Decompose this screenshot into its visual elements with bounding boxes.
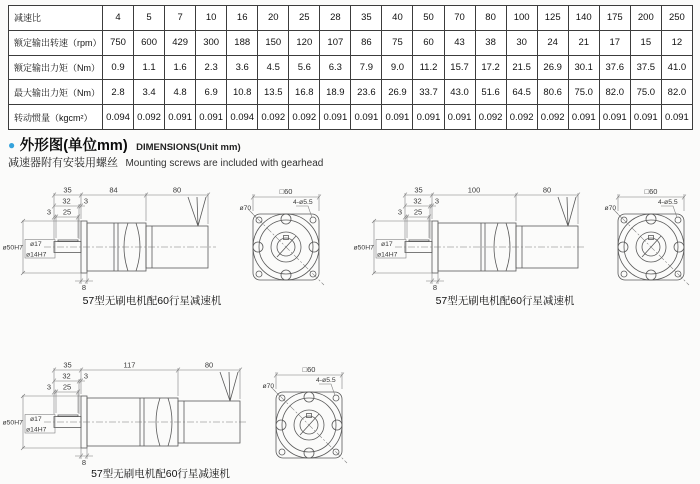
pilot-diameter-label: ø50H7 — [353, 244, 374, 252]
section-title-en: DIMENSIONS(Unit mm) — [136, 142, 241, 153]
value-cell: 24 — [537, 30, 568, 55]
section-heading — [8, 134, 241, 155]
dim-label: 8 — [432, 283, 438, 292]
ratio-cell: 25 — [289, 6, 320, 31]
value-cell: 16.8 — [289, 80, 320, 105]
value-cell: 75.0 — [630, 80, 661, 105]
value-cell: 0.091 — [165, 105, 196, 130]
value-cell: 0.091 — [568, 105, 599, 130]
value-cell: 0.092 — [289, 105, 320, 130]
square-dim-label: □60 — [644, 187, 658, 196]
bolt-circle-label: ø70 — [239, 205, 252, 212]
value-cell: 0.092 — [506, 105, 537, 130]
value-cell: 30.1 — [568, 55, 599, 80]
dim-label: 3 — [83, 196, 89, 206]
value-cell: 2.8 — [103, 80, 134, 105]
dim-label: 3 — [83, 371, 89, 381]
ratio-cell: 16 — [227, 6, 258, 31]
side-view-drawing-3 — [2, 360, 262, 470]
dim-label: 3 — [397, 207, 403, 217]
value-cell: 120 — [289, 30, 320, 55]
spec-table — [8, 5, 693, 130]
ratio-cell: 4 — [103, 6, 134, 31]
ratio-cell: 125 — [537, 6, 568, 31]
value-cell: 0.091 — [351, 105, 382, 130]
ratio-cell: 5 — [134, 6, 165, 31]
value-cell: 26.9 — [382, 80, 413, 105]
value-cell: 0.091 — [630, 105, 661, 130]
value-cell: 80.6 — [537, 80, 568, 105]
value-cell: 150 — [258, 30, 289, 55]
value-cell: 0.091 — [661, 105, 692, 130]
drawing-caption: 57型无刷电机配60行星减速机 — [435, 295, 575, 307]
dim-label: 80 — [172, 185, 182, 195]
ratio-cell: 70 — [444, 6, 475, 31]
value-cell: 37.5 — [630, 55, 661, 80]
dim-label: 117 — [123, 360, 136, 370]
value-cell: 11.2 — [413, 55, 444, 80]
value-cell: 0.094 — [103, 105, 134, 130]
dim-label: 3 — [46, 382, 52, 392]
dim-label: 35 — [414, 185, 423, 195]
value-cell: 17.2 — [475, 55, 506, 80]
value-cell: 9.0 — [382, 55, 413, 80]
value-cell: 6.9 — [196, 80, 227, 105]
ratio-cell: 250 — [661, 6, 692, 31]
value-cell: 750 — [103, 30, 134, 55]
shaft-diameter-label: ø14H7 — [377, 251, 398, 259]
value-cell: 21 — [568, 30, 599, 55]
value-cell: 3.6 — [227, 55, 258, 80]
value-cell: 51.6 — [475, 80, 506, 105]
ratio-cell: 40 — [382, 6, 413, 31]
value-cell: 15.7 — [444, 55, 475, 80]
value-cell: 0.091 — [382, 105, 413, 130]
square-dim-label: □60 — [302, 365, 316, 374]
value-cell: 1.6 — [165, 55, 196, 80]
value-cell: 75.0 — [568, 80, 599, 105]
value-cell: 75 — [382, 30, 413, 55]
ratio-cell: 28 — [320, 6, 351, 31]
value-cell: 0.091 — [413, 105, 444, 130]
value-cell: 18.9 — [320, 80, 351, 105]
value-cell: 107 — [320, 30, 351, 55]
motor-wires — [558, 197, 576, 226]
value-cell: 43 — [444, 30, 475, 55]
row-label: 额定输出转速（rpm） — [9, 30, 103, 55]
dim-label: 32 — [62, 371, 71, 381]
value-cell: 4.5 — [258, 55, 289, 80]
bolt-circle-label: ø70 — [262, 383, 275, 390]
dim-label: 32 — [62, 196, 71, 206]
value-cell: 0.092 — [134, 105, 165, 130]
shaft-diameter-label: ø17 — [30, 241, 42, 248]
value-cell: 0.091 — [599, 105, 630, 130]
value-cell: 23.6 — [351, 80, 382, 105]
value-cell: 0.091 — [196, 105, 227, 130]
value-cell: 12 — [661, 30, 692, 55]
dim-label: 25 — [62, 382, 72, 392]
side-view-drawing-1 — [2, 185, 237, 295]
table-row — [9, 80, 693, 105]
value-cell: 86 — [351, 30, 382, 55]
side-view-linework — [21, 368, 248, 460]
value-cell: 17 — [599, 30, 630, 55]
ratio-cell: 50 — [413, 6, 444, 31]
motor-wires — [188, 197, 206, 226]
dim-label: 8 — [81, 458, 87, 467]
motor-wires — [220, 372, 238, 401]
value-cell: 15 — [630, 30, 661, 55]
dim-label: 35 — [63, 360, 72, 370]
ratio-cell: 7 — [165, 6, 196, 31]
value-cell: 64.5 — [506, 80, 537, 105]
value-cell: 37.6 — [599, 55, 630, 80]
value-cell: 38 — [475, 30, 506, 55]
value-cell: 30 — [506, 30, 537, 55]
pilot-diameter-label: ø50H7 — [2, 419, 23, 427]
hole-callout-label: 4-ø5.5 — [293, 199, 313, 206]
value-cell: 13.5 — [258, 80, 289, 105]
dim-label: 35 — [63, 185, 72, 195]
ratio-cell: 140 — [568, 6, 599, 31]
value-cell: 60 — [413, 30, 444, 55]
value-cell: 33.7 — [413, 80, 444, 105]
dim-label: 80 — [542, 185, 552, 195]
row-label: 最大输出力矩（Nm） — [9, 80, 103, 105]
value-cell: 1.1 — [134, 55, 165, 80]
hole-callout-label: 4-ø5.5 — [658, 199, 678, 206]
value-cell: 0.9 — [103, 55, 134, 80]
end-view-linework — [613, 194, 689, 285]
section-title-cn: 外形图(单位mm) — [19, 138, 128, 154]
ratio-cell: 100 — [506, 6, 537, 31]
value-cell: 7.9 — [351, 55, 382, 80]
value-cell: 4.8 — [165, 80, 196, 105]
end-view-linework — [271, 372, 347, 463]
dim-label: 25 — [413, 207, 423, 217]
section-subtitle-en: Mounting screws are included with gearhead — [125, 158, 324, 169]
value-cell: 600 — [134, 30, 165, 55]
value-cell: 10.8 — [227, 80, 258, 105]
table-row — [9, 6, 693, 31]
dim-label: 8 — [81, 283, 87, 292]
ratio-cell: 35 — [351, 6, 382, 31]
ratio-cell: 200 — [630, 6, 661, 31]
value-cell: 21.5 — [506, 55, 537, 80]
value-cell: 0.092 — [258, 105, 289, 130]
ratio-cell: 80 — [475, 6, 506, 31]
drawing-caption: 57型无刷电机配60行星减速机 — [91, 468, 230, 480]
pilot-diameter-label: ø50H7 — [2, 244, 23, 252]
table-row — [9, 105, 693, 130]
value-cell: 41.0 — [661, 55, 692, 80]
dim-label: 80 — [204, 360, 214, 370]
ratio-cell: 175 — [599, 6, 630, 31]
ratio-cell: 10 — [196, 6, 227, 31]
shaft-diameter-label: ø14H7 — [26, 251, 47, 259]
hole-callout-label: 4-ø5.5 — [316, 377, 336, 384]
end-view-drawing-3 — [262, 361, 357, 476]
dim-label: 3 — [46, 207, 52, 217]
value-cell: 43.0 — [444, 80, 475, 105]
bolt-circle-label: ø70 — [604, 205, 617, 212]
table-row — [9, 55, 693, 80]
section-subtitle-cn: 减速器附有安装用螺丝 — [8, 157, 118, 169]
side-view-drawing-2 — [353, 185, 603, 295]
bullet-icon: ● — [8, 138, 16, 152]
dim-label: 25 — [62, 207, 72, 217]
value-cell: 26.9 — [537, 55, 568, 80]
value-cell: 3.4 — [134, 80, 165, 105]
value-cell: 82.0 — [661, 80, 692, 105]
value-cell: 429 — [165, 30, 196, 55]
shaft-diameter-label: ø17 — [381, 241, 393, 248]
value-cell: 5.6 — [289, 55, 320, 80]
value-cell: 0.092 — [475, 105, 506, 130]
dim-label: 3 — [434, 196, 440, 206]
row-label: 减速比 — [9, 6, 103, 31]
section-subtitle — [8, 153, 323, 171]
end-view-drawing-2 — [604, 183, 699, 298]
dim-label: 84 — [109, 185, 118, 195]
square-dim-label: □60 — [279, 187, 293, 196]
dim-label: 100 — [467, 185, 481, 195]
value-cell: 2.3 — [196, 55, 227, 80]
side-view-linework — [21, 193, 216, 285]
value-cell: 188 — [227, 30, 258, 55]
dim-label: 32 — [413, 196, 422, 206]
side-view-linework — [372, 193, 586, 285]
table-row — [9, 30, 693, 55]
shaft-diameter-label: ø17 — [30, 416, 42, 423]
value-cell: 300 — [196, 30, 227, 55]
row-label: 转动惯量（kgcm²） — [9, 105, 103, 130]
drawing-caption: 57型无刷电机配60行星减速机 — [82, 295, 222, 307]
value-cell: 82.0 — [599, 80, 630, 105]
end-view-linework — [248, 194, 324, 285]
end-view-drawing-1 — [239, 183, 334, 298]
value-cell: 0.092 — [537, 105, 568, 130]
shaft-diameter-label: ø14H7 — [26, 426, 47, 434]
value-cell: 0.091 — [444, 105, 475, 130]
value-cell: 0.094 — [227, 105, 258, 130]
value-cell: 0.091 — [320, 105, 351, 130]
ratio-cell: 20 — [258, 6, 289, 31]
value-cell: 6.3 — [320, 55, 351, 80]
row-label: 额定输出力矩（Nm） — [9, 55, 103, 80]
